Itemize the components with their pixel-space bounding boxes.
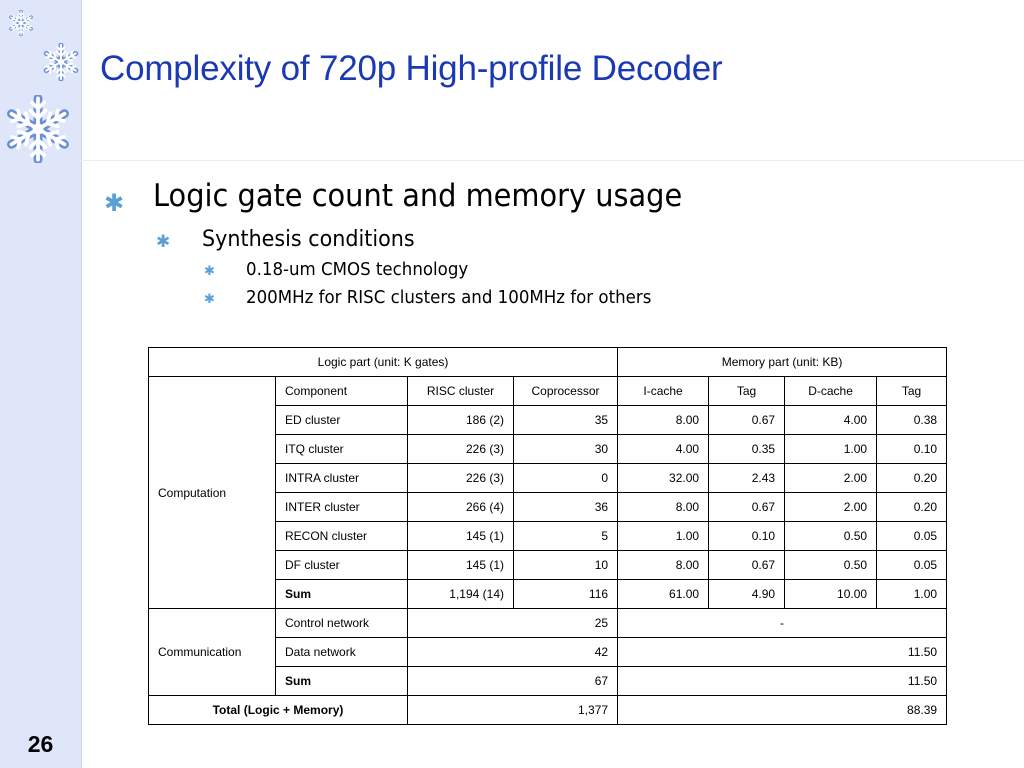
table-cell: 226 (3) (408, 464, 514, 493)
column-header: D-cache (785, 377, 877, 406)
memory-part-header: Memory part (unit: KB) (618, 348, 947, 377)
sidebar (0, 0, 82, 768)
table-cell: 11.50 (618, 667, 947, 696)
table-cell: 266 (4) (408, 493, 514, 522)
computation-label: Computation (149, 377, 276, 609)
table-cell: 1,377 (408, 696, 618, 725)
bullet-level3: 200MHz for RISC clusters and 100MHz for others (246, 288, 652, 308)
table-cell: 35 (514, 406, 618, 435)
bullet-marker-icon: ✱ (104, 189, 125, 217)
table-cell: 36 (514, 493, 618, 522)
table-cell: Sum (276, 667, 408, 696)
table-cell: 67 (408, 667, 618, 696)
table-cell: 0.38 (877, 406, 947, 435)
bullet-marker-icon: ✱ (156, 232, 171, 252)
communication-label: Communication (149, 609, 276, 696)
table-cell: 88.39 (618, 696, 947, 725)
table-cell: 4.00 (618, 435, 709, 464)
table-cell: Data network (276, 638, 408, 667)
bullet-level3: 0.18-um CMOS technology (246, 260, 469, 280)
table-cell: 1.00 (877, 580, 947, 609)
table-cell: 145 (1) (408, 522, 514, 551)
table-row (149, 696, 947, 725)
table-cell: 4.00 (785, 406, 877, 435)
table-cell: 5 (514, 522, 618, 551)
table-cell: 25 (408, 609, 618, 638)
column-header: RISC cluster (408, 377, 514, 406)
table-header-row (149, 348, 947, 377)
table-cell: 0.20 (877, 464, 947, 493)
snowflake-icon (8, 10, 34, 36)
table-row (149, 377, 947, 406)
table-cell: 0.20 (877, 493, 947, 522)
table-cell: 2.00 (785, 464, 877, 493)
column-header: Tag (877, 377, 947, 406)
snowflake-icon (4, 95, 72, 163)
logic-part-header: Logic part (unit: K gates) (149, 348, 618, 377)
table-cell: ED cluster (276, 406, 408, 435)
table-cell: 0.67 (709, 406, 785, 435)
table-cell: 0.05 (877, 551, 947, 580)
bullet-marker-icon: ✱ (204, 292, 215, 307)
table-cell: 0.50 (785, 522, 877, 551)
table-cell: 8.00 (618, 493, 709, 522)
table-cell: 4.90 (709, 580, 785, 609)
table-cell: 10 (514, 551, 618, 580)
table-cell: 0.67 (709, 493, 785, 522)
table-cell: ITQ cluster (276, 435, 408, 464)
table-cell: 0.10 (877, 435, 947, 464)
table-cell: 10.00 (785, 580, 877, 609)
table-cell: 42 (408, 638, 618, 667)
page-number: 26 (27, 731, 54, 757)
table-cell: 0 (514, 464, 618, 493)
table-cell: 2.43 (709, 464, 785, 493)
table-cell: 30 (514, 435, 618, 464)
table-cell: 1.00 (785, 435, 877, 464)
bullet-level1: Logic gate count and memory usage (153, 178, 683, 214)
table-cell: 1,194 (14) (408, 580, 514, 609)
bullet-marker-icon: ✱ (204, 264, 215, 279)
table-cell: 61.00 (618, 580, 709, 609)
table-row (149, 609, 947, 638)
table-cell: INTER cluster (276, 493, 408, 522)
table-cell: 186 (2) (408, 406, 514, 435)
table-cell: 8.00 (618, 551, 709, 580)
table-cell: 32.00 (618, 464, 709, 493)
slide-title: Complexity of 720p High-profile Decoder (100, 49, 723, 88)
column-header: I-cache (618, 377, 709, 406)
table-cell: 1.00 (618, 522, 709, 551)
snowflake-icon (42, 43, 80, 81)
table-cell: Sum (276, 580, 408, 609)
column-header: Component (276, 377, 408, 406)
total-label: Total (Logic + Memory) (149, 696, 408, 725)
table-cell: 226 (3) (408, 435, 514, 464)
table-cell: - (618, 609, 947, 638)
table-cell: 0.35 (709, 435, 785, 464)
table-cell: 0.05 (877, 522, 947, 551)
column-header: Coprocessor (514, 377, 618, 406)
table-cell: 145 (1) (408, 551, 514, 580)
table-cell: 2.00 (785, 493, 877, 522)
table-cell: 0.67 (709, 551, 785, 580)
table-cell: 0.10 (709, 522, 785, 551)
table-cell: Control network (276, 609, 408, 638)
table-cell: RECON cluster (276, 522, 408, 551)
table-cell: INTRA cluster (276, 464, 408, 493)
table-cell: 116 (514, 580, 618, 609)
table-cell: 11.50 (618, 638, 947, 667)
divider (81, 160, 1024, 161)
column-header: Tag (709, 377, 785, 406)
table-cell: 8.00 (618, 406, 709, 435)
table-cell: 0.50 (785, 551, 877, 580)
complexity-table (148, 347, 947, 725)
bullet-level2: Synthesis conditions (202, 227, 415, 252)
table-cell: DF cluster (276, 551, 408, 580)
